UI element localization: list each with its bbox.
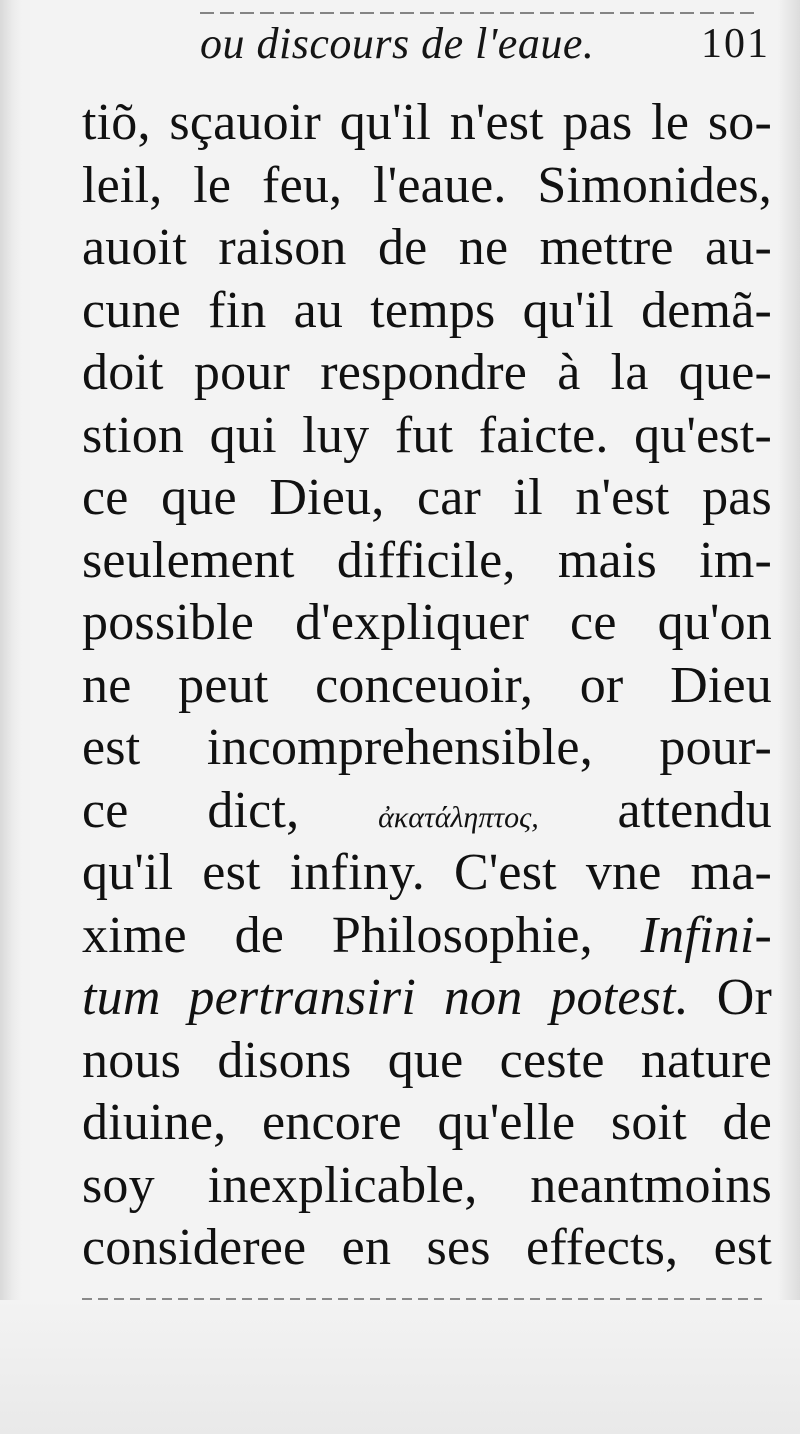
text-line-mixed: [82, 905, 772, 968]
text-line: nous disons que ceste nature: [82, 1031, 772, 1089]
text-line: ce que Dieu, car il n'est pas: [82, 469, 772, 526]
text-line: stion qui luy fut faicte. qu'est-: [82, 406, 772, 464]
text-line: diuine, encore qu'elle soit de: [82, 1094, 772, 1151]
text-line: soy inexplicable, neantmoins: [82, 1156, 772, 1214]
text-line-mixed: [82, 967, 772, 1030]
text-segment: ce dict,: [82, 781, 300, 839]
italic-segment: Infini-: [640, 906, 772, 964]
page-bottom-margin: [0, 1300, 800, 1434]
page-header: [200, 18, 770, 78]
text-line-greek: [82, 780, 772, 843]
header-rule: [200, 12, 760, 14]
text-line: doit pour respondre à la que-: [82, 344, 772, 401]
text-line: tiõ, sçauoir qu'il n'est pas le so-: [82, 94, 772, 151]
text-segment: attendu: [617, 781, 772, 839]
text-line: cune fin au temps qu'il demã-: [82, 281, 772, 339]
text-segment: xime de Philosophie,: [82, 906, 593, 964]
page-left-edge: [0, 0, 22, 1434]
italic-segment: tum pertransiri non potest.: [82, 969, 689, 1026]
text-line: possible d'expliquer ce qu'on: [82, 594, 772, 651]
text-line: ne peut conceuoir, or Dieu: [82, 656, 772, 714]
text-line: qu'il est infiny. C'est vne ma-: [82, 844, 772, 901]
text-line: leil, le feu, l'eaue. Simonides,: [82, 156, 772, 214]
page-number: 101: [701, 21, 770, 67]
text-line: est incomprehensible, pour-: [82, 719, 772, 776]
text-line: consideree en ses effects, est: [82, 1219, 772, 1276]
text-line: seulement difficile, mais im-: [82, 531, 772, 589]
page-right-edge: [778, 0, 800, 1434]
text-segment: Or: [716, 969, 773, 1026]
greek-word: ἀκατάληπτος,: [378, 800, 539, 834]
text-line: auoit raison de ne mettre au-: [82, 219, 772, 276]
running-head: ou discours de l'eaue.: [200, 19, 595, 68]
body-text: [82, 92, 772, 1280]
